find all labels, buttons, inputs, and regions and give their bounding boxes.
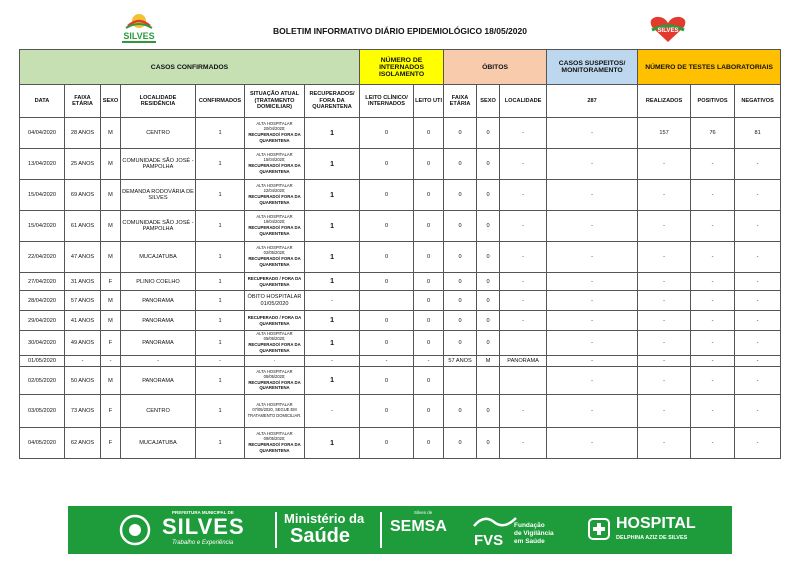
footer-semsa: SEMSA: [390, 518, 447, 535]
situacao-text: ALTA HOSPITALAR 09/05/2020;: [256, 431, 293, 442]
cell-sexo: F: [101, 395, 121, 428]
cell-real: 157: [638, 118, 691, 149]
cell-neg: -: [735, 395, 781, 428]
cell-conf: 1: [196, 367, 245, 395]
cell-susp: -: [547, 367, 638, 395]
cell-susp: -: [547, 118, 638, 149]
cell-uti: 0: [414, 428, 444, 459]
cell-local: PANORAMA: [121, 367, 196, 395]
column-header: LOCALIDADE: [500, 85, 547, 118]
cell-ofaixa: 0: [444, 211, 477, 242]
cell-olocal: PANORAMA: [500, 356, 547, 367]
cell-situacao: [245, 149, 305, 180]
cell-olocal: -: [500, 273, 547, 291]
column-header: LEITO UTI: [414, 85, 444, 118]
cell-olocal: -: [500, 291, 547, 311]
table-row: [20, 211, 781, 242]
cell-osexo: M: [477, 356, 500, 367]
cell-ofaixa: 0: [444, 242, 477, 273]
table-row: [20, 311, 781, 331]
cell-uti: 0: [414, 118, 444, 149]
cell-data: 30/04/2020: [20, 331, 65, 356]
footer-slogan: Trabalho e Experiência: [172, 540, 234, 546]
cell-local: -: [121, 356, 196, 367]
cell-neg: -: [735, 242, 781, 273]
cell-data: 04/04/2020: [20, 118, 65, 149]
column-header: 287: [547, 85, 638, 118]
cell-uti: 0: [414, 273, 444, 291]
cell-data: 15/04/2020: [20, 180, 65, 211]
cell-rec: -: [305, 395, 360, 428]
situacao-status: RECUPERADO/ FORA DA QUARENTENA: [248, 379, 301, 391]
cell-sexo: M: [101, 149, 121, 180]
cell-situacao: [245, 242, 305, 273]
cell-olocal: -: [500, 395, 547, 428]
cell-osexo: 0: [477, 242, 500, 273]
cell-neg: -: [735, 331, 781, 356]
table-row: [20, 428, 781, 459]
cell-olocal: -: [500, 211, 547, 242]
cell-data: 29/04/2020: [20, 311, 65, 331]
cell-data: 27/04/2020: [20, 273, 65, 291]
table-row: [20, 180, 781, 211]
hospital-cross-icon: [588, 518, 610, 540]
cell-ofaixa: 0: [444, 149, 477, 180]
cell-real: -: [638, 242, 691, 273]
situacao-text: ÓBITO HOSPITALAR 01/05/2020: [247, 293, 302, 307]
cell-conf: 1: [196, 242, 245, 273]
cell-ofaixa: 0: [444, 273, 477, 291]
cell-rec: 1: [305, 242, 360, 273]
cell-real: -: [638, 428, 691, 459]
cell-situacao: [245, 395, 305, 428]
cell-susp: -: [547, 311, 638, 331]
situacao-status: RECUPERADO / FORA DA QUARENTENA: [247, 314, 302, 326]
situacao-text: -: [273, 358, 276, 364]
situacao-status: RECUPERADO/ FORA DA QUARENTENA: [248, 442, 301, 453]
group-header-internados: NÚMERO DE INTERNADOS ISOLAMENTO: [360, 50, 444, 85]
footer-divider: [380, 512, 382, 548]
cell-uti: 0: [414, 149, 444, 180]
footer-fvs-line3: em Saúde: [514, 538, 545, 545]
cell-situacao: [245, 428, 305, 459]
group-header-suspeitos: CASOS SUSPEITOS/ MONITORAMENTO: [547, 50, 638, 85]
cell-osexo: 0: [477, 273, 500, 291]
cell-olocal: -: [500, 428, 547, 459]
situacao-text: ALTA HOSPITALAR 15/04/2020;: [256, 152, 293, 163]
cell-susp: -: [547, 211, 638, 242]
cell-osexo: 0: [477, 149, 500, 180]
column-header: SEXO: [477, 85, 500, 118]
table-row: [20, 118, 781, 149]
cell-faixa: 50 ANOS: [65, 367, 101, 395]
situacao-status: RECUPERADO/ FORA DA QUARENTENA: [248, 342, 301, 353]
cell-pos: -: [691, 367, 735, 395]
cell-olocal: -: [500, 180, 547, 211]
cell-leito: 0: [360, 331, 414, 356]
cell-sexo: -: [101, 356, 121, 367]
cell-conf: -: [196, 356, 245, 367]
cell-sexo: M: [101, 242, 121, 273]
cell-faixa: 31 ANOS: [65, 273, 101, 291]
cell-neg: -: [735, 180, 781, 211]
cell-rec: 1: [305, 331, 360, 356]
cell-situacao: [245, 356, 305, 367]
column-header: LEITO CLÍNICO/ INTERNADOS: [360, 85, 414, 118]
cell-leito: 0: [360, 428, 414, 459]
table-row: [20, 242, 781, 273]
cell-olocal: [500, 331, 547, 356]
column-header: SEXO: [101, 85, 121, 118]
cell-uti: 0: [414, 180, 444, 211]
situacao-text: ALTA HOSPITALAR 02/05/2020;: [256, 245, 293, 256]
cell-data: 28/04/2020: [20, 291, 65, 311]
cell-pos: -: [691, 331, 735, 356]
cell-sexo: M: [101, 211, 121, 242]
cell-situacao: [245, 311, 305, 331]
cell-faixa: 57 ANOS: [65, 291, 101, 311]
footer-divider: [275, 512, 277, 548]
cell-rec: -: [305, 291, 360, 311]
cell-neg: -: [735, 356, 781, 367]
cell-susp: -: [547, 291, 638, 311]
cell-data: 15/04/2020: [20, 211, 65, 242]
cell-local: DEMANDA RODOVÁRIA DE SILVES: [121, 180, 196, 211]
cell-ofaixa: 0: [444, 331, 477, 356]
cell-leito: [360, 291, 414, 311]
cell-conf: 1: [196, 311, 245, 331]
cell-sexo: F: [101, 273, 121, 291]
cell-sexo: F: [101, 428, 121, 459]
cell-real: -: [638, 331, 691, 356]
cell-ofaixa: 0: [444, 428, 477, 459]
cell-conf: 1: [196, 180, 245, 211]
cell-faixa: 73 ANOS: [65, 395, 101, 428]
cell-susp: -: [547, 180, 638, 211]
table-row: [20, 273, 781, 291]
cell-osexo: [477, 367, 500, 395]
cell-pos: -: [691, 211, 735, 242]
cell-real: -: [638, 273, 691, 291]
fvs-wave-icon: [472, 512, 518, 532]
footer-logo-bar: [68, 506, 732, 554]
group-header-obitos: ÓBITOS: [444, 50, 547, 85]
footer-fvs-line1: Fundação: [514, 522, 545, 529]
page-title: BOLETIM INFORMATIVO DIÁRIO EPIDEMIOLÓGICO 18/05/2020: [273, 26, 527, 36]
cell-pos: -: [691, 356, 735, 367]
cell-data: 02/05/2020: [20, 367, 65, 395]
cell-susp: -: [547, 331, 638, 356]
cell-susp: -: [547, 428, 638, 459]
cell-uti: 0: [414, 311, 444, 331]
situacao-text: ALTA HOSPITALAR 22/04/2020;: [256, 183, 293, 194]
cell-uti: 0: [414, 291, 444, 311]
cell-rec: 1: [305, 428, 360, 459]
table-row: [20, 395, 781, 428]
cell-sexo: M: [101, 291, 121, 311]
column-header: FAIXA ETÁRIA: [444, 85, 477, 118]
column-header: REALIZADOS: [638, 85, 691, 118]
cell-pos: -: [691, 273, 735, 291]
table-row: [20, 291, 781, 311]
cell-situacao: [245, 331, 305, 356]
cell-osexo: 0: [477, 428, 500, 459]
cell-sexo: F: [101, 331, 121, 356]
cell-pos: -: [691, 395, 735, 428]
column-header: SITUAÇÃO ATUAL (TRATAMENTO DOMICILIAR): [245, 85, 305, 118]
cell-faixa: 25 ANOS: [65, 149, 101, 180]
column-header: NEGATIVOS: [735, 85, 781, 118]
cell-real: -: [638, 356, 691, 367]
cell-local: PANORAMA: [121, 291, 196, 311]
cell-pos: -: [691, 149, 735, 180]
cell-rec: 1: [305, 211, 360, 242]
cell-situacao: [245, 118, 305, 149]
cell-conf: 1: [196, 211, 245, 242]
situacao-status: RECUPERADO/ FORA DA QUARENTENA: [248, 225, 301, 236]
cell-faixa: 47 ANOS: [65, 242, 101, 273]
cell-real: -: [638, 395, 691, 428]
column-header: RECUPERADOS/ FORA DA QUARENTENA: [305, 85, 360, 118]
group-header-confirmados: CASOS CONFIRMADOS: [20, 50, 360, 85]
column-header: LOCALIDADE RESIDÊNCIA: [121, 85, 196, 118]
cell-osexo: 0: [477, 331, 500, 356]
cell-leito: 0: [360, 273, 414, 291]
silves-logo-text: SILVES: [123, 31, 155, 41]
situacao-text: ALTA HOSPITALAR 05/05/2020;: [256, 368, 293, 379]
cell-faixa: 41 ANOS: [65, 311, 101, 331]
cell-rec: 1: [305, 273, 360, 291]
cell-local: PLINIO COELHO: [121, 273, 196, 291]
cell-leito: 0: [360, 180, 414, 211]
footer-fvs: FVS: [474, 532, 504, 549]
cell-pos: -: [691, 242, 735, 273]
cell-faixa: 69 ANOS: [65, 180, 101, 211]
cell-leito: 0: [360, 242, 414, 273]
cell-leito: 0: [360, 395, 414, 428]
cell-data: 22/04/2020: [20, 242, 65, 273]
cell-sexo: M: [101, 367, 121, 395]
cell-pos: -: [691, 180, 735, 211]
cell-osexo: 0: [477, 180, 500, 211]
cell-ofaixa: 0: [444, 118, 477, 149]
cell-real: -: [638, 180, 691, 211]
cell-real: -: [638, 211, 691, 242]
cell-pos: -: [691, 291, 735, 311]
cell-data: 03/05/2020: [20, 395, 65, 428]
table-row: [20, 367, 781, 395]
cell-conf: 1: [196, 428, 245, 459]
situacao-text: ALTA HOSPITALAR 19/04/2020;: [256, 214, 293, 225]
cell-susp: -: [547, 395, 638, 428]
cell-real: -: [638, 311, 691, 331]
cell-ofaixa: 0: [444, 311, 477, 331]
column-header: CONFIRMADOS: [196, 85, 245, 118]
cell-real: -: [638, 149, 691, 180]
footer-ministerio-line1: Ministério da: [284, 511, 365, 526]
table-row: [20, 149, 781, 180]
cell-conf: 1: [196, 291, 245, 311]
cell-situacao: [245, 291, 305, 311]
cell-local: PANORAMA: [121, 311, 196, 331]
table-row: [20, 356, 781, 367]
footer-ministerio-line2: Saúde: [290, 525, 351, 547]
cell-sexo: M: [101, 180, 121, 211]
cell-situacao: [245, 180, 305, 211]
cell-sexo: M: [101, 118, 121, 149]
cell-leito: 0: [360, 118, 414, 149]
cell-osexo: 0: [477, 395, 500, 428]
cell-local: MUCAJATUBA: [121, 242, 196, 273]
cell-local: COMUNIDADE SÃO JOSÉ - PAMPOLHA: [121, 149, 196, 180]
cell-situacao: [245, 211, 305, 242]
cell-real: -: [638, 291, 691, 311]
footer-fvs-line2: de Vigilância: [514, 530, 554, 537]
cell-data: 01/05/2020: [20, 356, 65, 367]
cell-neg: 81: [735, 118, 781, 149]
cell-neg: -: [735, 149, 781, 180]
cell-neg: -: [735, 273, 781, 291]
cell-rec: 1: [305, 367, 360, 395]
situacao-status: RECUPERADO/ FORA DA QUARENTENA: [248, 163, 301, 174]
cell-uti: 0: [414, 211, 444, 242]
cell-uti: 0: [414, 395, 444, 428]
silves-emblem-icon: [118, 514, 152, 546]
cell-neg: -: [735, 291, 781, 311]
cell-conf: 1: [196, 395, 245, 428]
cell-ofaixa: [444, 367, 477, 395]
cell-local: CENTRO: [121, 395, 196, 428]
cell-rec: 1: [305, 311, 360, 331]
cell-ofaixa: 0: [444, 180, 477, 211]
cell-conf: 1: [196, 149, 245, 180]
footer-prefeitura: PREFEITURA MUNICIPAL DE: [172, 510, 234, 515]
cell-leito: 0: [360, 367, 414, 395]
footer-semsa-top: Silves de: [414, 510, 433, 515]
column-header: DATA: [20, 85, 65, 118]
cell-uti: 0: [414, 367, 444, 395]
group-header-testes: NÚMERO DE TESTES LABORATORIAIS: [638, 50, 781, 85]
situacao-status: RECUPERADO/ FORA DA QUARENTENA: [248, 132, 301, 143]
cell-leito: 0: [360, 211, 414, 242]
cell-osexo: 0: [477, 291, 500, 311]
cell-rec: 1: [305, 149, 360, 180]
cell-osexo: 0: [477, 311, 500, 331]
column-header: POSITIVOS: [691, 85, 735, 118]
cell-uti: 0: [414, 242, 444, 273]
cell-neg: -: [735, 367, 781, 395]
epidemiological-table: [19, 49, 781, 459]
cell-faixa: 61 ANOS: [65, 211, 101, 242]
situacao-text: ALTA HOSPITALAR 20/04/2020;: [256, 121, 293, 132]
cell-local: MUCAJATUBA: [121, 428, 196, 459]
cell-ofaixa: 57 ANOS: [444, 356, 477, 367]
cell-susp: -: [547, 149, 638, 180]
cell-susp: -: [547, 273, 638, 291]
situacao-text: ALTA HOSPITALAR 07/05/2020, SEGUE EM TRATAMENTO DOMICILIAR.: [247, 402, 302, 418]
cell-local: PANORAMA: [121, 331, 196, 356]
table-row: [20, 331, 781, 356]
situacao-status: RECUPERADO/ FORA DA QUARENTENA: [248, 194, 301, 205]
cell-neg: -: [735, 428, 781, 459]
cell-conf: 1: [196, 273, 245, 291]
cell-faixa: 62 ANOS: [65, 428, 101, 459]
cell-olocal: -: [500, 311, 547, 331]
cell-leito: 0: [360, 149, 414, 180]
cell-olocal: -: [500, 118, 547, 149]
cell-susp: -: [547, 242, 638, 273]
cell-pos: -: [691, 428, 735, 459]
cell-situacao: [245, 273, 305, 291]
cell-uti: -: [414, 356, 444, 367]
cell-leito: -: [360, 356, 414, 367]
cell-olocal: -: [500, 242, 547, 273]
cell-local: CENTRO: [121, 118, 196, 149]
cell-neg: -: [735, 311, 781, 331]
cell-osexo: 0: [477, 118, 500, 149]
footer-hospital-sub: DELPHINA AZIZ DE SILVES: [616, 535, 688, 541]
situacao-text: ALTA HOSPITALAR 05/05/2020;: [256, 331, 293, 342]
cell-olocal: [500, 367, 547, 395]
cell-conf: 1: [196, 331, 245, 356]
cell-rec: 1: [305, 118, 360, 149]
cell-sexo: M: [101, 311, 121, 331]
column-header: FAIXA ETÁRIA: [65, 85, 101, 118]
footer-silves: SILVES: [162, 514, 245, 539]
cell-faixa: 28 ANOS: [65, 118, 101, 149]
cell-data: 13/04/2020: [20, 149, 65, 180]
cell-rec: 1: [305, 180, 360, 211]
cell-ofaixa: 0: [444, 291, 477, 311]
cell-faixa: -: [65, 356, 101, 367]
cell-situacao: [245, 367, 305, 395]
situacao-status: RECUPERADO/ FORA DA QUARENTENA: [248, 256, 301, 267]
footer-hospital: HOSPITAL: [616, 515, 696, 532]
cell-rec: -: [305, 356, 360, 367]
cell-conf: 1: [196, 118, 245, 149]
cell-faixa: 49 ANOS: [65, 331, 101, 356]
cell-pos: -: [691, 311, 735, 331]
cell-pos: 76: [691, 118, 735, 149]
cell-real: -: [638, 367, 691, 395]
cell-leito: 0: [360, 311, 414, 331]
cell-uti: 0: [414, 331, 444, 356]
cell-data: 04/05/2020: [20, 428, 65, 459]
cell-olocal: -: [500, 149, 547, 180]
silves-heart-logo-text: SILVES: [657, 28, 679, 34]
cell-osexo: 0: [477, 211, 500, 242]
situacao-status: RECUPERADO / FORA DA QUARENTENA: [247, 275, 302, 287]
cell-susp: -: [547, 356, 638, 367]
cell-ofaixa: 0: [444, 395, 477, 428]
cell-neg: -: [735, 211, 781, 242]
cell-local: COMUNIDADE SÃO JOSÉ - PAMPOLHA: [121, 211, 196, 242]
